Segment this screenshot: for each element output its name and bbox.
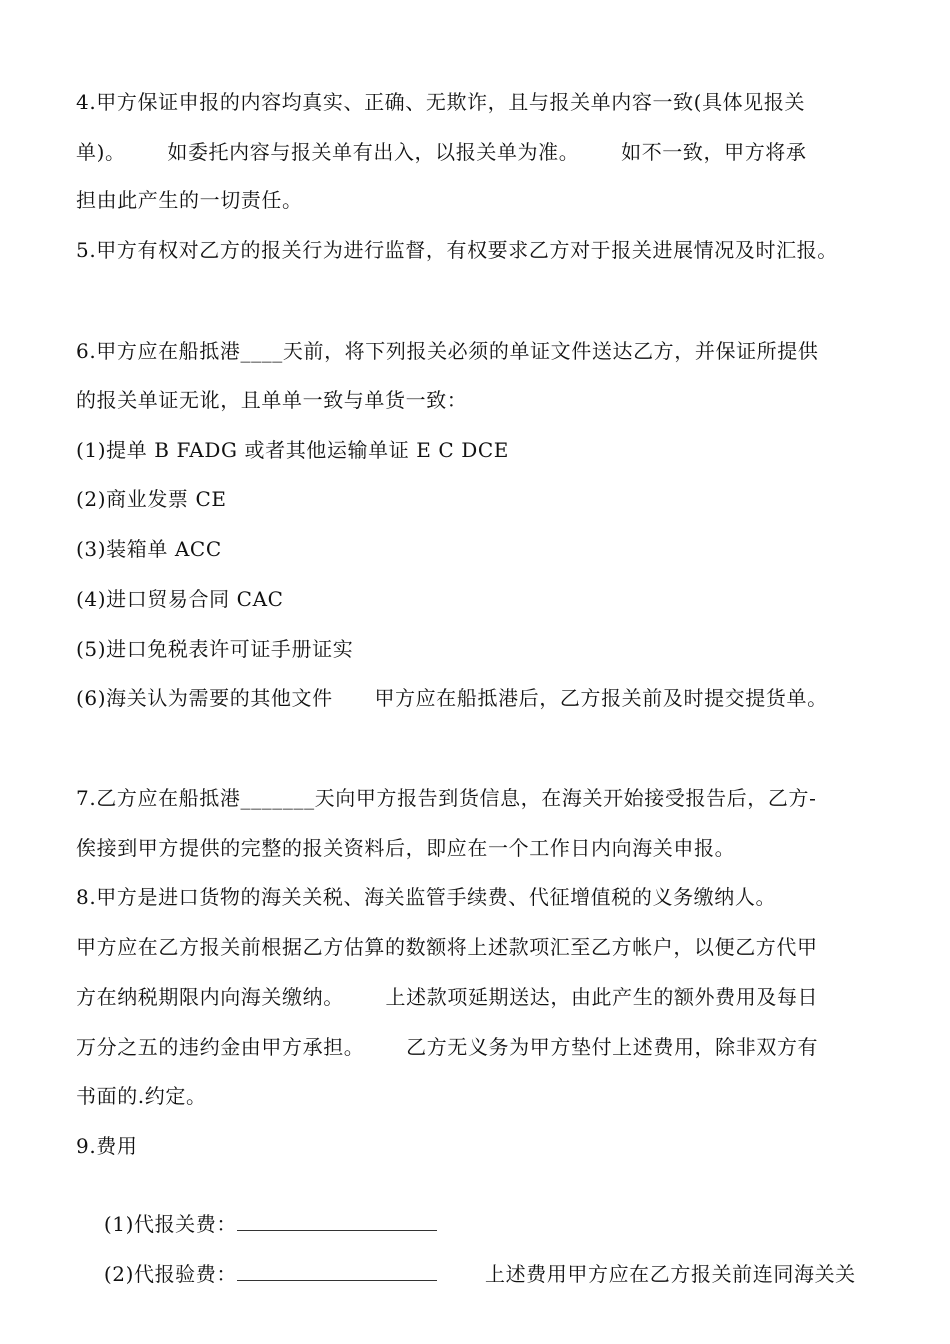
clause-9-heading: 9.费用 bbox=[76, 1134, 138, 1158]
doc-item-1: (1)提单 B FADG 或者其他运输单证 E C DCE bbox=[76, 438, 510, 462]
clause-8-line-3: 方在纳税期限内向海关缴纳。 上述款项延期送达，由此产生的额外费用及每日 bbox=[76, 985, 819, 1009]
fee-blank-1 bbox=[237, 1212, 437, 1231]
clause-6-line-1: 6.甲方应在船抵港____天前，将下列报关必须的单证文件送达乙方，并保证所提供 bbox=[76, 339, 819, 363]
clause-4-line-2: 单)。 如委托内容与报关单有出入，以报关单为准。 如不一致，甲方将承 bbox=[76, 140, 807, 164]
doc-item-4: (4)进口贸易合同 CAC bbox=[76, 587, 284, 611]
clause-4-line-3: 担由此产生的一切责任。 bbox=[76, 188, 303, 212]
clause-8-line-4: 万分之五的违约金由甲方承担。 乙方无义务为甲方垫付上述费用，除非双方有 bbox=[76, 1035, 819, 1059]
clause-8-line-1: 8.甲方是进口货物的海关关税、海关监管手续费、代征增值税的义务缴纳人。 bbox=[76, 885, 777, 909]
fee-label-2: (2)代报验费： bbox=[103, 1262, 237, 1286]
clause-7-line-1: 7.乙方应在船抵港_______天向甲方报告到货信息，在海关开始接受报告后，乙方- bbox=[76, 786, 817, 810]
doc-item-2: (2)商业发票 CE bbox=[76, 487, 227, 511]
fee-tail-text: 上述费用甲方应在乙方报关前连同海关关 bbox=[484, 1262, 856, 1286]
fee-line-2 bbox=[76, 1232, 856, 1316]
fee-label-1: (1)代报关费： bbox=[103, 1212, 237, 1236]
doc-item-3: (3)装箱单 ACC bbox=[76, 537, 222, 561]
doc-item-6: (6)海关认为需要的其他文件 甲方应在船抵港后，乙方报关前及时提交提货单。 bbox=[76, 686, 828, 710]
clause-4-line-1: 4.甲方保证申报的内容均真实、正确、无欺诈，且与报关单内容一致(具体见报关 bbox=[76, 90, 806, 114]
clause-6-line-2: 的报关单证无讹，且单单一致与单货一致： bbox=[76, 388, 468, 412]
fee-blank-2 bbox=[237, 1262, 437, 1281]
clause-5-line-1: 5.甲方有权对乙方的报关行为进行监督，有权要求乙方对于报关进展情况及时汇报。 bbox=[76, 238, 838, 262]
clause-8-line-5: 书面的.约定。 bbox=[76, 1084, 207, 1108]
clause-8-line-2: 甲方应在乙方报关前根据乙方估算的数额将上述款项汇至乙方帐户，以便乙方代甲 bbox=[76, 935, 818, 959]
clause-7-line-2: 俟接到甲方提供的完整的报关资料后，即应在一个工作日内向海关申报。 bbox=[76, 836, 736, 860]
doc-item-5: (5)进口免税表许可证手册证实 bbox=[76, 637, 354, 661]
